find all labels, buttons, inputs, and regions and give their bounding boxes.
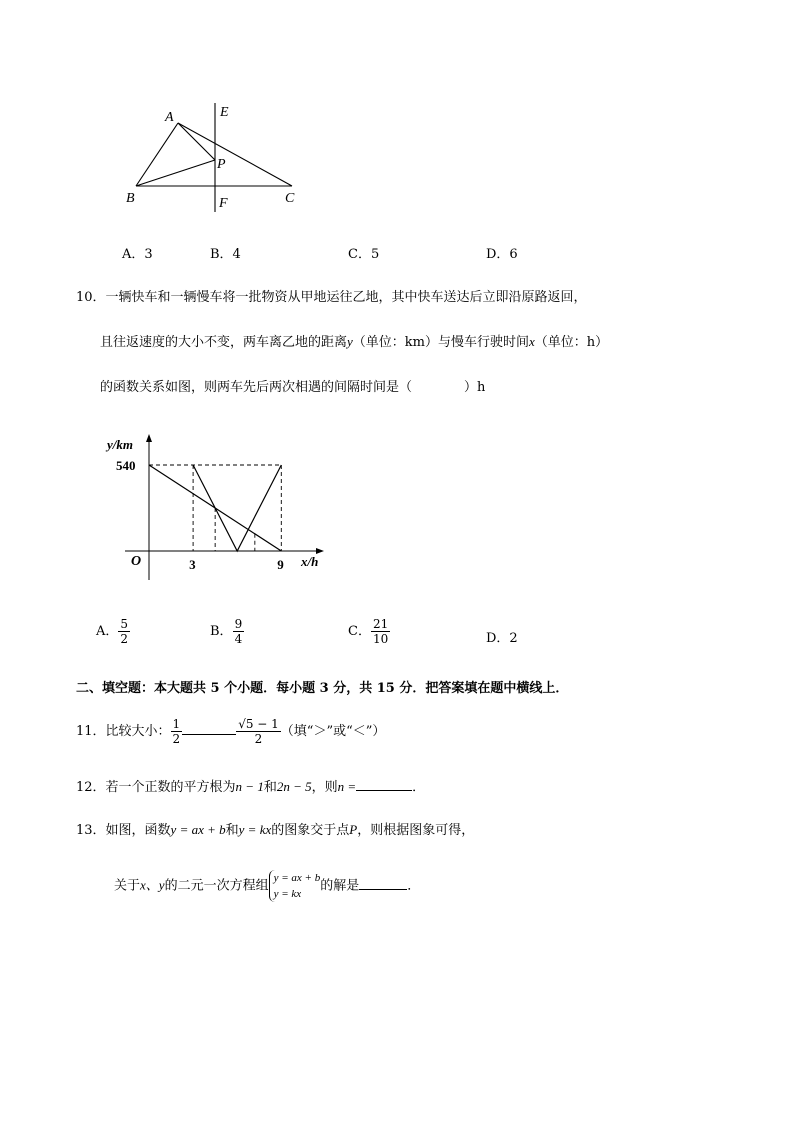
equation-system: y = ax + b y = kx xyxy=(269,870,321,902)
answer-blank[interactable] xyxy=(356,790,412,791)
y-tick-label: 540 xyxy=(116,458,136,473)
label-a: A xyxy=(165,110,174,125)
q9-option-b: B．4 xyxy=(210,247,241,262)
q10-line3: 的函数关系如图，则两车先后两次相遇的间隔时间是（ ）h xyxy=(100,380,486,395)
label-f: F xyxy=(219,196,228,211)
q10-line2-mid: （单位：km）与慢车行驶时间 xyxy=(352,335,530,350)
x-axis-label: x/h xyxy=(301,554,319,569)
series-line-1 xyxy=(193,465,281,551)
label-p: P xyxy=(217,157,226,172)
q10-option-c: C． $\frac{21}{10}$ xyxy=(348,617,389,646)
segment-ab xyxy=(136,123,178,186)
segment-ac xyxy=(178,123,292,186)
q11: 11．比较大小： $\frac{1}{2}$ $\frac{√5 - 1}{2}$ （填“＞”或“＜”） xyxy=(76,717,386,746)
fraction: $\frac{5}{2}$ xyxy=(120,617,129,646)
segment-ap xyxy=(178,123,215,160)
label-e: E xyxy=(220,105,229,120)
segment-bp xyxy=(136,160,215,186)
q9-option-a: A．3 xyxy=(122,247,153,262)
q10-var-x: x xyxy=(529,334,535,349)
q10-line2 xyxy=(100,331,608,350)
fraction-sqrt: $\frac{√5 - 1}{2}$ xyxy=(238,717,279,746)
q10-line2-post: （单位：h） xyxy=(534,335,609,350)
q9-option-c: C．5 xyxy=(348,247,380,262)
q13-line1: 13．如图，函数y = ax + b和y = kx的图象交于点P，则根据图象可得， xyxy=(76,822,475,838)
q10-var-y: y xyxy=(347,334,353,349)
answer-blank[interactable] xyxy=(182,734,236,735)
y-axis-label: y/km xyxy=(107,437,133,452)
q10-option-b: B． $\frac{9}{4}$ xyxy=(210,617,243,646)
triangle-figure xyxy=(120,98,320,218)
q10-option-d: D．2 xyxy=(486,631,518,646)
q10-line2-pre: 且往返速度的大小不变，两车离乙地的距离 xyxy=(100,335,348,350)
x-tick-label: 9 xyxy=(277,557,284,572)
q10-option-a: A． $\frac{5}{2}$ xyxy=(96,617,129,646)
fraction-half: $\frac{1}{2}$ xyxy=(172,717,181,746)
section-heading: 二、填空题：本大题共 5 个小题．每小题 3 分，共 15 分．把答案填在题中横线上． xyxy=(76,681,569,696)
fraction: $\frac{21}{10}$ xyxy=(372,617,389,646)
q12: 12．若一个正数的平方根为n − 1和2n − 5，则n = ． xyxy=(76,779,426,795)
x-tick-label: 3 xyxy=(189,557,196,572)
origin-label: O xyxy=(131,554,142,569)
q9-option-d: D．6 xyxy=(486,247,518,262)
label-c: C xyxy=(285,191,295,206)
fraction: $\frac{9}{4}$ xyxy=(234,617,243,646)
distance-time-chart xyxy=(100,425,340,580)
y-axis-arrow xyxy=(146,434,152,442)
answer-blank[interactable] xyxy=(359,889,407,890)
q13-line2: 关于x、y的二元一次方程组 y = ax + b y = kx 的解是 ． xyxy=(114,872,421,900)
label-b: B xyxy=(126,191,135,206)
q10-line1: 10．一辆快车和一辆慢车将一批物资从甲地运往乙地，其中快车送达后立即沿原路返回， xyxy=(76,290,587,305)
